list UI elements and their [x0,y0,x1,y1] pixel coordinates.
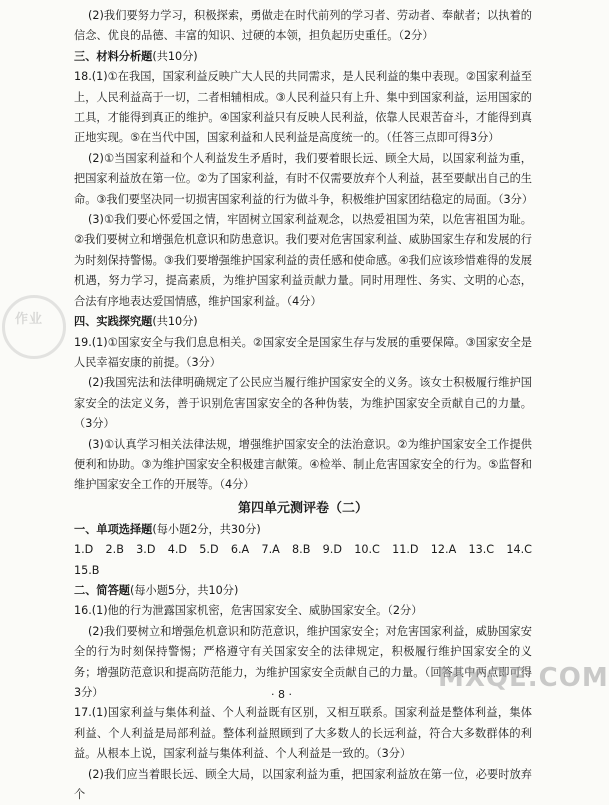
answer-paragraph: 19.(1)①国家安全与我们息息相关。②国家安全是国家生存与发展的重要保障。③国家安全是人民幸福安康的前提。（3分） [74,335,532,369]
section-heading [74,520,532,540]
answer-paragraph: 17.(1)国家利益与集体利益、个人利益既有区别，又相互联系。国家利益是整体利益，集体利益、个人利益是局部利益。整体利益照顾到了大多数人的长远利益，符合大多数群体的利益。从根本上说，国家利益与集体利益、个人利益是一致的。（3分） [74,706,532,761]
answer-paragraph: 16.(1)他的行为泄露国家机密，危害国家安全、威胁国家安全。（2分） [74,604,423,618]
section-note: (共10分) [152,315,198,329]
answer-paragraph: (2)我们要树立和增强危机意识和防范意识，维护国家安全；对危害国家利益，威胁国家安全的行为时刻保持警惕；严格遵守有关国家安全的法律规定，积极履行维护国家安全的义务；增强防范意识和提高防范能力，为维护国家安全贡献自己的力量。（回答其中两点即可得3分） [74,624,532,699]
section-note: (每小题5分，共10分) [129,583,239,597]
section-note: (每小题2分，共30分) [152,522,261,536]
stamp-watermark-text: 作业 [15,312,44,327]
answer-paragraph: (2)①当国家利益和个人利益发生矛盾时，我们要着眼长远、顾全大局，以国家利益为重，把国家利益放在第一位。②为了国家利益，有时不仅需要放弃个人利益，甚至要献出自己的生命。③我们要坚决同一切损害国家利益的行为做斗争，积极维护国家团结稳定的局面。（3分） [74,151,534,206]
site-watermark: MXQE.COM [438,663,609,693]
section-note: (共10分) [152,49,198,63]
section-title: 一、单项选择题 [74,522,153,536]
page-number: · 8 · [271,688,292,701]
section-heading [74,581,532,601]
answer-paragraph: (2)我们应当着眼长远、顾全大局，以国家利益为重，把国家利益放在第一位，必要时放弃个 [74,767,532,802]
answer-paragraph: (2)我国宪法和法律明确规定了公民应当履行维护国家安全的义务。该女士积极履行维护国家安全的法定义务，善于识别危害国家安全的各种伪装，为维护国家安全贡献自己的力量。（3分） [74,376,532,431]
unit-title: 第四单元测评卷（二） [237,500,368,516]
section-title: 二、简答题 [74,583,130,597]
section-heading [74,47,532,67]
answer-paragraph: 18.(1)①在我国，国家利益反映广大人民的共同需求，是人民利益的集中表现。②国家利益至上，人民利益高于一切，二者相辅相成。③人民利益只有上升、集中到国家利益，运用国家的工具，才能得到真正的维护。④国家利益只有反映人民利益，依靠人民艰苦奋斗，才能得到真正地实现。⑤在当代中国，国家利益和人民利益是高度统一的。（任答三点即可得3分） [74,70,532,145]
answer-paragraph: (3)①认真学习相关法律法规，增强维护国家安全的法治意识。②为维护国家安全工作提供便利和协助。③为维护国家安全积极建言献策。④检举、制止危害国家安全的行为。⑤监督和维护国家安全工作的开展等。（4分） [74,437,532,492]
section-title: 四、实践探究题 [74,315,153,329]
section-heading [74,312,532,332]
answer-paragraph: (3)①我们要心怀爱国之情，牢固树立国家利益观念，以热爱祖国为荣，以危害祖国为耻。②我们要树立和增强危机意识和防患意识。我们要对危害国家利益、威胁国家生存和发展的行为时刻保持警惕。③我们要增强维护国家利益的责任感和使命感。④我们应该珍惜难得的发展机遇，努力学习，提高素质，为维护国家利益贡献力量。同时用理性、务实、文明的心态，合法有序地表达爱国情感，维护国家利益。（4分） [74,213,532,308]
section-title: 三、材料分析题 [74,49,153,63]
answer-key: 1.D 2.B 3.D 4.D 5.D 6.A 7.A 8.B 9.D 10.C 11.D 12.A 13.C 14.C 15.B [74,543,544,577]
stamp-watermark [2,295,66,359]
answer-paragraph: (2)我们要努力学习，积极探索，勇做走在时代前列的学习者、劳动者、奉献者；以执着的信念、优良的品德、丰富的知识、过硬的本领，担负起历史重任。（2分） [74,9,532,43]
